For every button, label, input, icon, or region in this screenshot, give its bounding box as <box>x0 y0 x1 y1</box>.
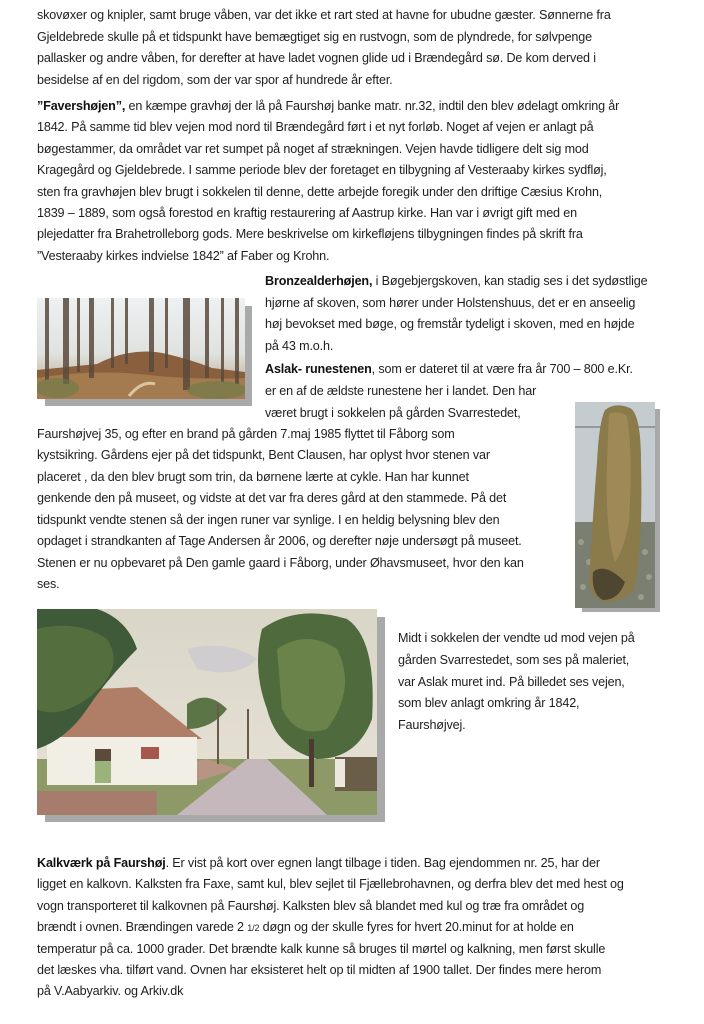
text-line: er en af de ældste runestene her i landet. Den har <box>265 384 537 398</box>
farm-painting-image <box>37 609 377 815</box>
text-line: Kragegård og Gjeldebrede. I samme periode blev der foretaget en tilbygning af Vesteraaby kirkes sydfløj, <box>37 163 607 177</box>
text-line <box>37 919 574 936</box>
text-line: ”Vesteraaby kirkes indvielse 1842” af Faber og Krohn. <box>37 249 330 263</box>
section-heading: Bronzealderhøjen, <box>265 274 373 288</box>
text-span: en kæmpe gravhøj der lå på Faurshøj banke matr. nr.32, indtil den blev ødelagt omkring år <box>125 99 620 113</box>
text-span: , som er dateret til at være fra år 700 – 800 e.Kr. <box>371 362 633 376</box>
forest-mound-photo <box>37 298 245 399</box>
text-line: Gjeldebrede skulle på et tidspunkt have bemægtiget sig en rustvogn, som de plyndrede, for sølvpenge <box>37 30 592 44</box>
text-line: 1842. På samme tid blev vejen mod nord til Brændegård ført i et nyt forløb. Noget af vejen er anlagt på <box>37 120 594 134</box>
text-line: 1839 – 1889, som også forestod en kraftig restaurering af Aastrup kirke. Han var i øvrigt gift med en <box>37 206 577 220</box>
text-span: i Bøgebjergskoven, kan stadig ses i det sydøstlige <box>372 274 648 288</box>
text-line: som blev anlagt omkring år 1842, <box>398 696 580 710</box>
text-line: bøgestammer, da området var ret sumpet på noget af strækningen. Vejen havde tidligere delt sig mod <box>37 142 589 156</box>
text-line <box>265 273 647 289</box>
runestone-photo <box>575 402 655 608</box>
text-line <box>37 98 619 114</box>
text-line: opdaget i strandkanten af Tage Andersen år 2006, og derefter nøje undersøgt på museet. <box>37 534 522 548</box>
text-line: hjørne af skoven, som hører under Holstenshuus, det er en anseelig <box>265 296 636 310</box>
text-line: kystsikring. Gårdens ejer på det tidspunkt, Bent Clausen, har oplyst hvor stenen var <box>37 448 490 462</box>
text-line: tidspunkt vendte stenen så der ingen runer var synlige. I en heldig belysning blev den <box>37 513 500 527</box>
text-line: temperatur på ca. 1000 grader. Det brændte kalk kunne så bruges til mørtel og kalkning, men først skulle <box>37 942 606 956</box>
forest-mound-image <box>37 298 245 399</box>
text-line: på 43 m.o.h. <box>265 339 334 353</box>
fraction: 1/2 <box>247 923 260 933</box>
text-line: skovøxer og knipler, samt bruge våben, var det ikke et rart sted at havne for ubudne gæster. Sønnerne fra <box>37 8 611 22</box>
text-line: sten fra gravhøjen blev brugt i sokkelen til denne, dette arbejde foregik under den driftige Cæsius Krohn, <box>37 185 603 199</box>
farm-painting <box>37 609 377 815</box>
text-line: Stenen er nu opbevaret på Den gamle gaard i Fåborg, under Øhavsmuseet, hvor den kan <box>37 556 524 570</box>
text-span: . Er vist på kort over egnen langt tilbage i tiden. Bag ejendommen nr. 25, har der <box>165 856 600 870</box>
text-line: vogn transporteret til kalkovnen på Faurshøj. Kalksten blev så blandet med kul og træ fra området og <box>37 899 585 913</box>
runestone-image <box>575 402 655 608</box>
text-line: ligget en kalkovn. Kalksten fra Faxe, samt kul, blev sejlet til Fjællebrohavnen, og derfra blev det med hest og <box>37 877 624 891</box>
text-line: plejedatter fra Brahetrolleborg gods. Mere beskrivelse om kirkefløjens tilbygningen findes på skrift fra <box>37 227 583 241</box>
text-line: høj bevokset med bøge, og fremstår tydeligt i skoven, med en højde <box>265 317 635 331</box>
text-line: placeret , da den blev brugt som trin, da børnene lærte at cykle. Han har kunnet <box>37 470 469 484</box>
text-line: Faurshøjvej. <box>398 718 466 732</box>
text-line: besidelse af en del rigdom, som der var spor af hundrede år efter. <box>37 73 393 87</box>
text-line: det læskes vha. tilført vand. Ovnen har eksisteret helt op til midten af 1900 tallet. Der findes mere herom <box>37 963 602 977</box>
text-line <box>37 855 600 871</box>
text-line: pallasker og andre våben, for derefter at have ladet vognen glide ud i Brændegård sø. De kom derved i <box>37 51 596 65</box>
text-line: på V.Aabyarkiv. og Arkiv.dk <box>37 984 184 998</box>
text-line: gården Svarrestedet, som ses på maleriet, <box>398 653 630 667</box>
text-line: ses. <box>37 577 60 591</box>
text-line: Midt i sokkelen der vendte ud mod vejen på <box>398 631 635 645</box>
text-span: brændt i ovnen. Brændingen varede 2 <box>37 920 248 934</box>
text-line: var Aslak muret ind. På billedet ses vejen, <box>398 675 625 689</box>
text-line: været brugt i sokkelen på gården Svarrestedet, <box>265 406 521 420</box>
text-line: genkende den på museet, og vidste at det var fra deres gård at den stammede. På det <box>37 491 507 505</box>
section-heading: Aslak- runestenen <box>265 362 372 376</box>
section-heading: Kalkværk på Faurshøj <box>37 856 166 870</box>
text-line <box>265 361 633 377</box>
section-heading: ”Favershøjen”, <box>37 99 126 113</box>
text-line: Faurshøjvej 35, og efter en brand på gården 7.maj 1985 flyttet til Fåborg som <box>37 427 455 441</box>
text-span: døgn og der skulle fyres for hvert 20.minut for at holde en <box>259 920 574 934</box>
